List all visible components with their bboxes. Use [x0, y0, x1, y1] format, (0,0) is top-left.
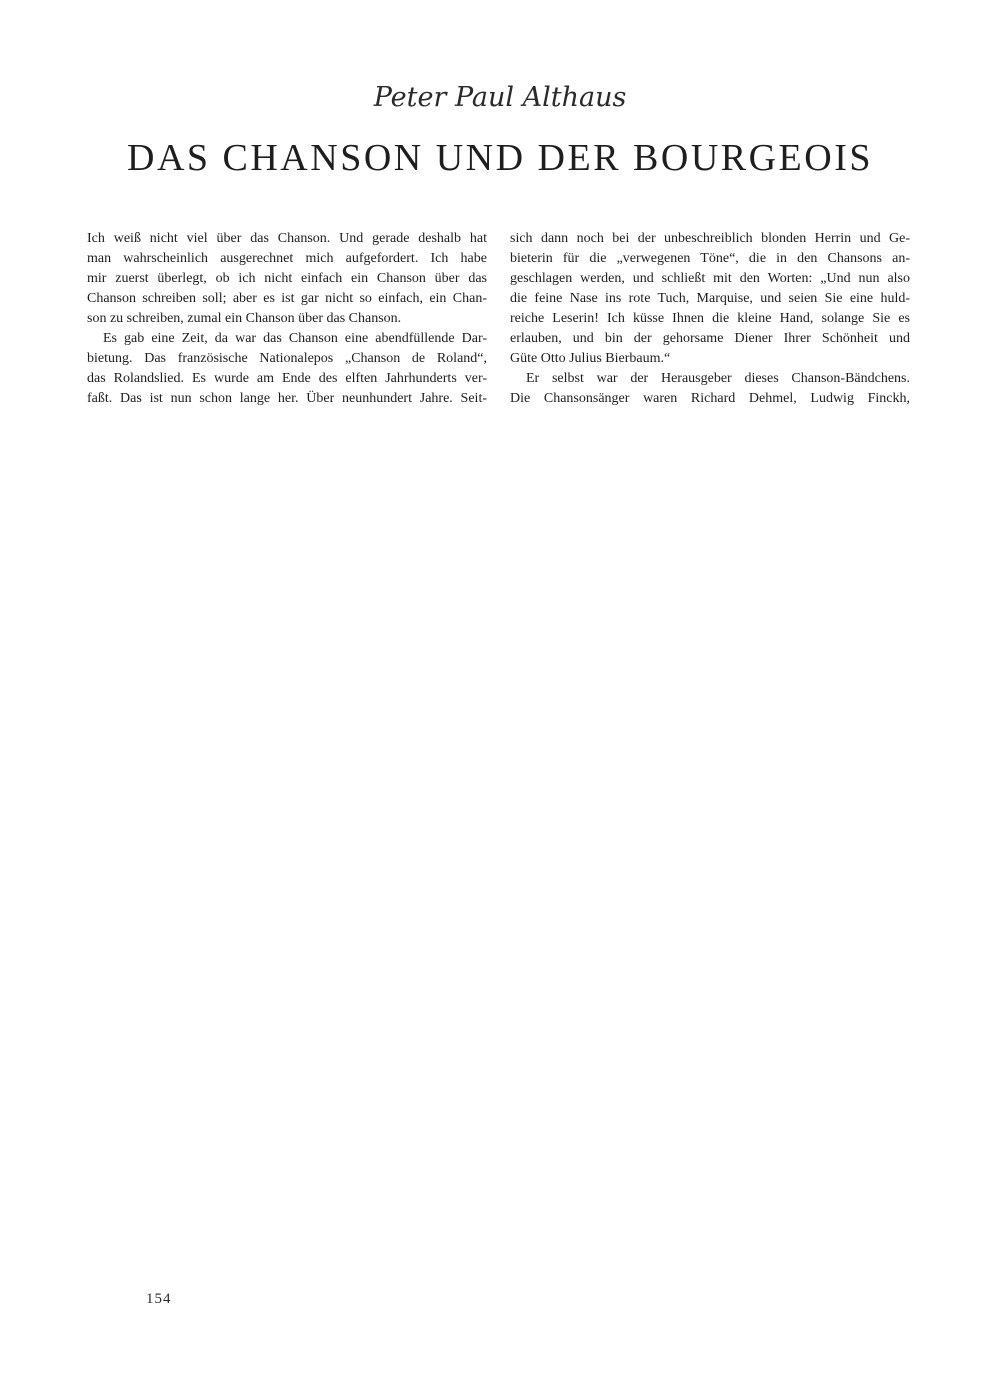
- text-line: Er selbst war der Herausgeber dieses Chanson-Bändchens.: [526, 371, 910, 386]
- text-line: son zu schreiben, zumal ein Chanson über das Chanson.: [87, 311, 402, 326]
- text-line: bieterin für die „verwegenen Töne“, die in den Chansons an-: [510, 251, 910, 266]
- text-line: bietung. Das französische Nationalepos „Chanson de Roland“,: [87, 351, 487, 366]
- text-line: sich dann noch bei der unbeschreiblich blonden Herrin und Ge-: [510, 231, 910, 246]
- text-column-left: [87, 229, 487, 409]
- article-title: DAS CHANSON UND DER BOURGEOIS: [127, 137, 873, 179]
- text-line: man wahrscheinlich ausgerechnet mich aufgefordert. Ich habe: [87, 251, 487, 266]
- text-line: Chanson schreiben soll; aber es ist gar nicht so einfach, ein Chan-: [87, 291, 487, 306]
- text-line: das Rolandslied. Es wurde am Ende des elften Jahrhunderts ver-: [87, 371, 487, 386]
- text-line: faßt. Das ist nun schon lange her. Über neunhundert Jahre. Seit-: [87, 391, 487, 406]
- text-column-right: [510, 229, 910, 409]
- text-line: erlauben, und bin der gehorsame Diener Ihrer Schönheit und: [510, 331, 910, 346]
- text-line: mir zuerst überlegt, ob ich nicht einfach ein Chanson über das: [87, 271, 487, 286]
- text-line: Die Chansonsänger waren Richard Dehmel, Ludwig Finckh,: [510, 391, 910, 406]
- text-line: Es gab eine Zeit, da war das Chanson eine abendfüllende Dar-: [103, 331, 487, 346]
- page-number: 154: [146, 1291, 172, 1307]
- text-line: geschlagen werden, und schließt mit den Worten: „Und nun also: [510, 271, 910, 286]
- author-name: Peter Paul Althaus: [373, 82, 627, 113]
- text-line: reiche Leserin! Ich küsse Ihnen die kleine Hand, solange Sie es: [510, 311, 910, 326]
- text-line: Ich weiß nicht viel über das Chanson. Und gerade deshalb hat: [87, 231, 487, 246]
- text-line: Güte Otto Julius Bierbaum.“: [510, 351, 671, 366]
- text-line: die feine Nase ins rote Tuch, Marquise, und seien Sie eine huld-: [510, 291, 910, 306]
